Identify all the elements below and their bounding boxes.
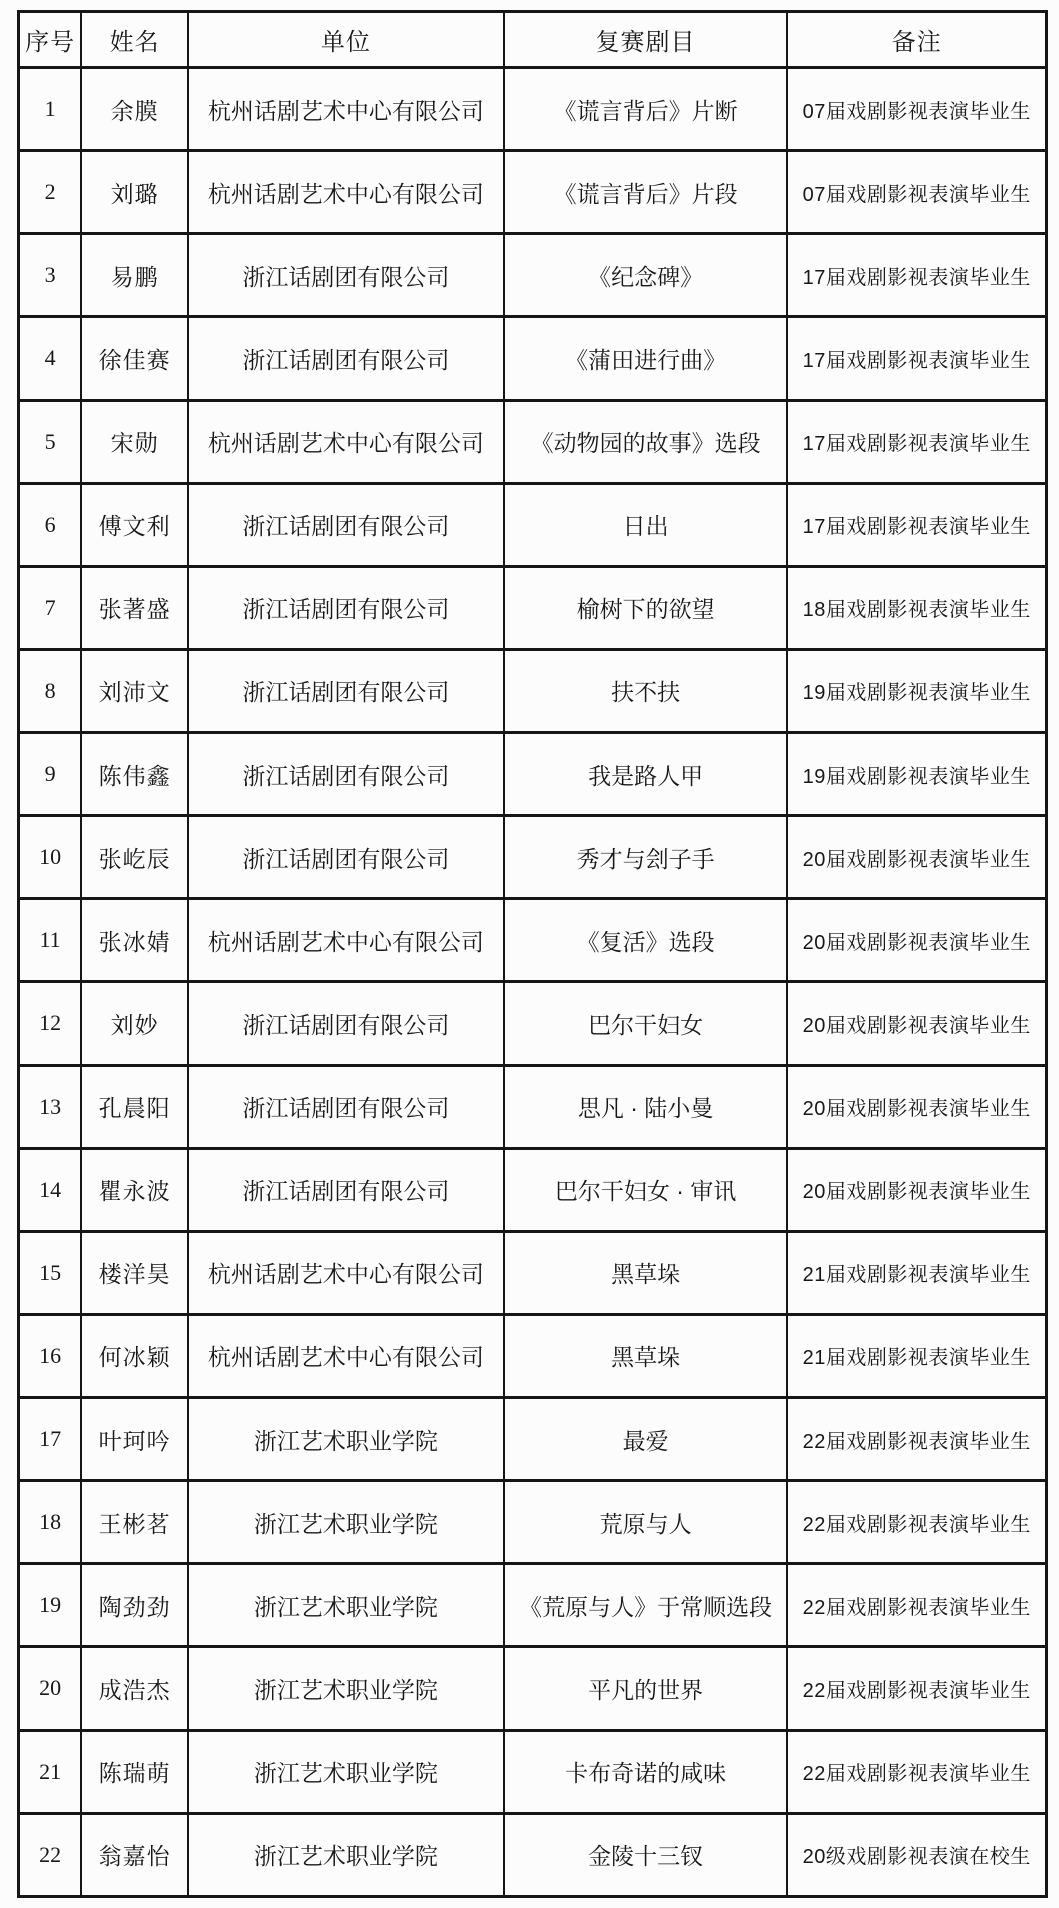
unit-cell: 杭州话剧艺术中心有限公司 [188, 400, 504, 483]
table-row [19, 1314, 1047, 1397]
col-header-play: 复赛剧目 [504, 12, 788, 68]
name-cell: 楼洋昊 [81, 1231, 188, 1314]
unit-cell: 浙江话剧团有限公司 [188, 733, 504, 816]
serial-cell: 6 [19, 483, 82, 566]
play-cell: 《纪念碑》 [504, 234, 788, 317]
note-cell: 07届戏剧影视表演毕业生 [787, 68, 1046, 151]
table-row [19, 151, 1047, 234]
unit-cell: 浙江话剧团有限公司 [188, 649, 504, 732]
play-cell: 荒原与人 [504, 1481, 788, 1564]
serial-cell: 10 [19, 816, 82, 899]
unit-cell: 浙江话剧团有限公司 [188, 1148, 504, 1231]
note-cell: 22届戏剧影视表演毕业生 [787, 1564, 1046, 1647]
name-cell: 何冰颖 [81, 1314, 188, 1397]
table-row [19, 317, 1047, 400]
note-cell: 22届戏剧影视表演毕业生 [787, 1647, 1046, 1730]
table-row [19, 899, 1047, 982]
name-cell: 陈伟鑫 [81, 733, 188, 816]
note-cell: 20届戏剧影视表演毕业生 [787, 1065, 1046, 1148]
name-cell: 张冰婧 [81, 899, 188, 982]
table-row [19, 483, 1047, 566]
name-cell: 王彬茗 [81, 1481, 188, 1564]
play-cell: 《蒲田进行曲》 [504, 317, 788, 400]
unit-cell: 浙江话剧团有限公司 [188, 234, 504, 317]
note-cell: 22届戏剧影视表演毕业生 [787, 1730, 1046, 1813]
header-row [19, 12, 1047, 68]
play-cell: 《谎言背后》片断 [504, 68, 788, 151]
unit-cell: 浙江话剧团有限公司 [188, 982, 504, 1065]
name-cell: 刘沛文 [81, 649, 188, 732]
play-cell: 黑草垛 [504, 1231, 788, 1314]
note-cell: 18届戏剧影视表演毕业生 [787, 566, 1046, 649]
table-row [19, 1231, 1047, 1314]
note-cell: 21届戏剧影视表演毕业生 [787, 1314, 1046, 1397]
name-cell: 张著盛 [81, 566, 188, 649]
note-cell: 07届戏剧影视表演毕业生 [787, 151, 1046, 234]
table-row [19, 1065, 1047, 1148]
note-cell: 20届戏剧影视表演毕业生 [787, 982, 1046, 1065]
serial-cell: 22 [19, 1813, 82, 1896]
serial-cell: 12 [19, 982, 82, 1065]
unit-cell: 浙江艺术职业学院 [188, 1564, 504, 1647]
serial-cell: 16 [19, 1314, 82, 1397]
play-cell: 最爱 [504, 1398, 788, 1481]
note-cell: 19届戏剧影视表演毕业生 [787, 733, 1046, 816]
name-cell: 刘妙 [81, 982, 188, 1065]
unit-cell: 浙江话剧团有限公司 [188, 816, 504, 899]
name-cell: 易鹏 [81, 234, 188, 317]
note-cell: 21届戏剧影视表演毕业生 [787, 1231, 1046, 1314]
serial-cell: 13 [19, 1065, 82, 1148]
unit-cell: 浙江艺术职业学院 [188, 1481, 504, 1564]
serial-cell: 4 [19, 317, 82, 400]
note-cell: 22届戏剧影视表演毕业生 [787, 1398, 1046, 1481]
name-cell: 瞿永波 [81, 1148, 188, 1231]
serial-cell: 7 [19, 566, 82, 649]
note-cell: 22届戏剧影视表演毕业生 [787, 1481, 1046, 1564]
serial-cell: 19 [19, 1564, 82, 1647]
col-header-unit: 单位 [188, 12, 504, 68]
serial-cell: 21 [19, 1730, 82, 1813]
serial-cell: 11 [19, 899, 82, 982]
name-cell: 刘璐 [81, 151, 188, 234]
note-cell: 20届戏剧影视表演毕业生 [787, 816, 1046, 899]
table-row [19, 1564, 1047, 1647]
serial-cell: 5 [19, 400, 82, 483]
table-row [19, 68, 1047, 151]
table-row [19, 566, 1047, 649]
serial-cell: 20 [19, 1647, 82, 1730]
table-row [19, 1813, 1047, 1896]
note-cell: 20届戏剧影视表演毕业生 [787, 899, 1046, 982]
unit-cell: 浙江艺术职业学院 [188, 1398, 504, 1481]
unit-cell: 杭州话剧艺术中心有限公司 [188, 1231, 504, 1314]
play-cell: 《荒原与人》于常顺选段 [504, 1564, 788, 1647]
play-cell: 卡布奇诺的咸味 [504, 1730, 788, 1813]
unit-cell: 杭州话剧艺术中心有限公司 [188, 68, 504, 151]
table-row [19, 816, 1047, 899]
name-cell: 叶珂吟 [81, 1398, 188, 1481]
play-cell: 金陵十三钗 [504, 1813, 788, 1896]
unit-cell: 杭州话剧艺术中心有限公司 [188, 151, 504, 234]
name-cell: 陈瑞萌 [81, 1730, 188, 1813]
name-cell: 陶劲劲 [81, 1564, 188, 1647]
roster-table [17, 10, 1048, 1898]
serial-cell: 15 [19, 1231, 82, 1314]
table-row [19, 1730, 1047, 1813]
play-cell: 榆树下的欲望 [504, 566, 788, 649]
play-cell: 我是路人甲 [504, 733, 788, 816]
play-cell: 思凡 · 陆小曼 [504, 1065, 788, 1148]
note-cell: 17届戏剧影视表演毕业生 [787, 317, 1046, 400]
table-row [19, 234, 1047, 317]
name-cell: 翁嘉怡 [81, 1813, 188, 1896]
serial-cell: 18 [19, 1481, 82, 1564]
name-cell: 张屹辰 [81, 816, 188, 899]
unit-cell: 浙江话剧团有限公司 [188, 317, 504, 400]
serial-cell: 17 [19, 1398, 82, 1481]
unit-cell: 杭州话剧艺术中心有限公司 [188, 1314, 504, 1397]
table-row [19, 400, 1047, 483]
note-cell: 20届戏剧影视表演毕业生 [787, 1148, 1046, 1231]
play-cell: 平凡的世界 [504, 1647, 788, 1730]
play-cell: 扶不扶 [504, 649, 788, 732]
table-row [19, 649, 1047, 732]
table-row [19, 1647, 1047, 1730]
note-cell: 17届戏剧影视表演毕业生 [787, 483, 1046, 566]
unit-cell: 浙江话剧团有限公司 [188, 1065, 504, 1148]
table-row [19, 1148, 1047, 1231]
note-cell: 20级戏剧影视表演在校生 [787, 1813, 1046, 1896]
name-cell: 成浩杰 [81, 1647, 188, 1730]
play-cell: 日出 [504, 483, 788, 566]
table-row [19, 1481, 1047, 1564]
play-cell: 《动物园的故事》选段 [504, 400, 788, 483]
play-cell: 《复活》选段 [504, 899, 788, 982]
play-cell: 巴尔干妇女 [504, 982, 788, 1065]
note-cell: 19届戏剧影视表演毕业生 [787, 649, 1046, 732]
serial-cell: 2 [19, 151, 82, 234]
play-cell: 《谎言背后》片段 [504, 151, 788, 234]
unit-cell: 浙江艺术职业学院 [188, 1730, 504, 1813]
play-cell: 黑草垛 [504, 1314, 788, 1397]
unit-cell: 浙江艺术职业学院 [188, 1647, 504, 1730]
name-cell: 徐佳赛 [81, 317, 188, 400]
serial-cell: 3 [19, 234, 82, 317]
table-row [19, 982, 1047, 1065]
unit-cell: 杭州话剧艺术中心有限公司 [188, 899, 504, 982]
name-cell: 宋勋 [81, 400, 188, 483]
note-cell: 17届戏剧影视表演毕业生 [787, 400, 1046, 483]
col-header-note: 备注 [787, 12, 1046, 68]
serial-cell: 14 [19, 1148, 82, 1231]
table-body [19, 68, 1047, 1897]
play-cell: 巴尔干妇女 · 审讯 [504, 1148, 788, 1231]
unit-cell: 浙江艺术职业学院 [188, 1813, 504, 1896]
name-cell: 余膜 [81, 68, 188, 151]
table-row [19, 733, 1047, 816]
table-row [19, 1398, 1047, 1481]
serial-cell: 9 [19, 733, 82, 816]
table-header [19, 12, 1047, 68]
play-cell: 秀才与刽子手 [504, 816, 788, 899]
name-cell: 孔晨阳 [81, 1065, 188, 1148]
unit-cell: 浙江话剧团有限公司 [188, 566, 504, 649]
col-header-serial: 序号 [19, 12, 82, 68]
serial-cell: 1 [19, 68, 82, 151]
serial-cell: 8 [19, 649, 82, 732]
note-cell: 17届戏剧影视表演毕业生 [787, 234, 1046, 317]
unit-cell: 浙江话剧团有限公司 [188, 483, 504, 566]
col-header-name: 姓名 [81, 12, 188, 68]
name-cell: 傅文利 [81, 483, 188, 566]
